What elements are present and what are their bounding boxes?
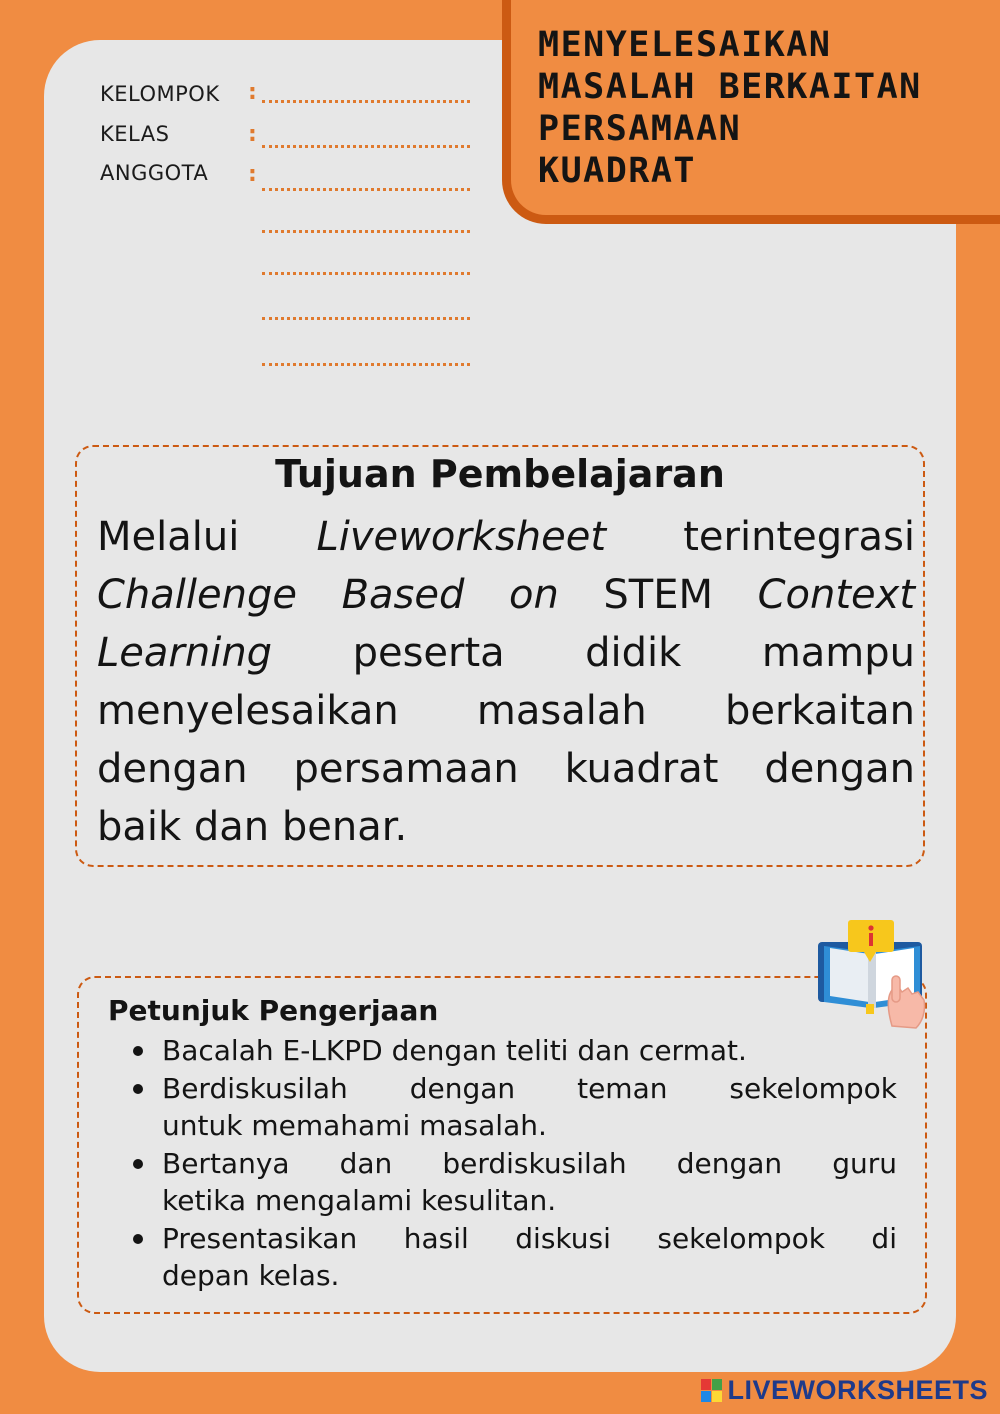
member-fill-line[interactable]: [262, 188, 470, 191]
title-line: MASALAH BERKAITAN: [538, 67, 922, 107]
worksheet-title: [538, 24, 978, 192]
member-fill-line[interactable]: [262, 363, 470, 366]
list-item-text: Berdiskusilah dengan teman sekelompok: [162, 1071, 897, 1105]
member-fill-line[interactable]: [262, 230, 470, 233]
list-item-text: Bacalah E-LKPD dengan teliti dan cermat.: [162, 1034, 747, 1067]
goal-word: masalah: [476, 688, 647, 734]
goal-word: on: [508, 572, 559, 618]
list-item: [125, 1070, 897, 1145]
instructions-heading: Petunjuk Pengerjaan: [108, 994, 439, 1027]
goal-word: didik: [585, 630, 682, 676]
liveworksheets-logo-icon: [701, 1379, 723, 1403]
list-item-text: depan kelas.: [162, 1259, 340, 1292]
goal-word: Based: [341, 572, 465, 618]
list-item: [125, 1145, 897, 1220]
member-fill-line[interactable]: [262, 317, 470, 320]
learning-goal-heading: Tujuan Pembelajaran: [275, 452, 725, 496]
title-line: MENYELESAIKAN: [538, 25, 832, 65]
member-fill-line[interactable]: [262, 272, 470, 275]
list-item-text: untuk memahami masalah.: [162, 1109, 547, 1142]
list-item-text: Bertanya dan berdiskusilah dengan guru: [162, 1146, 897, 1180]
instructions-list: [125, 1032, 897, 1295]
members-label: ANGGOTA: [100, 161, 209, 185]
goal-line: dengan persamaan kuadrat dengan: [97, 746, 915, 792]
group-colon: :: [248, 80, 257, 105]
class-colon: :: [248, 122, 257, 147]
goal-word: Context: [757, 572, 915, 618]
goal-word: peserta: [352, 630, 505, 676]
goal-word: Learning: [97, 630, 273, 676]
footer-brand[interactable]: [701, 1375, 988, 1406]
group-label: KELOMPOK: [100, 82, 220, 106]
goal-word: STEM: [603, 572, 713, 618]
goal-word: Liveworksheet: [316, 514, 607, 560]
goal-word: Challenge: [97, 572, 297, 618]
goal-word: berkaitan: [724, 688, 916, 734]
class-fill-line[interactable]: [262, 145, 470, 148]
members-colon: :: [248, 162, 257, 187]
goal-line: baik dan benar.: [97, 804, 408, 850]
list-item-text: ketika mengalami kesulitan.: [162, 1184, 557, 1217]
list-item: [125, 1032, 897, 1070]
title-line: PERSAMAAN: [538, 109, 742, 149]
goal-word: Melalui: [97, 514, 240, 560]
brand-name: LIVEWORKSHEETS: [727, 1375, 988, 1405]
book-info-hand-icon: [812, 916, 932, 1032]
goal-word: menyelesaikan: [97, 688, 399, 734]
title-line: KUADRAT: [538, 151, 697, 191]
group-fill-line[interactable]: [262, 100, 470, 103]
goal-word: terintegrasi: [683, 514, 916, 560]
class-label: KELAS: [100, 122, 170, 146]
learning-goal-text: [97, 508, 915, 856]
list-item-text: Presentasikan hasil diskusi sekelompok di: [162, 1221, 897, 1255]
goal-word: mampu: [761, 630, 916, 676]
list-item: [125, 1220, 897, 1295]
